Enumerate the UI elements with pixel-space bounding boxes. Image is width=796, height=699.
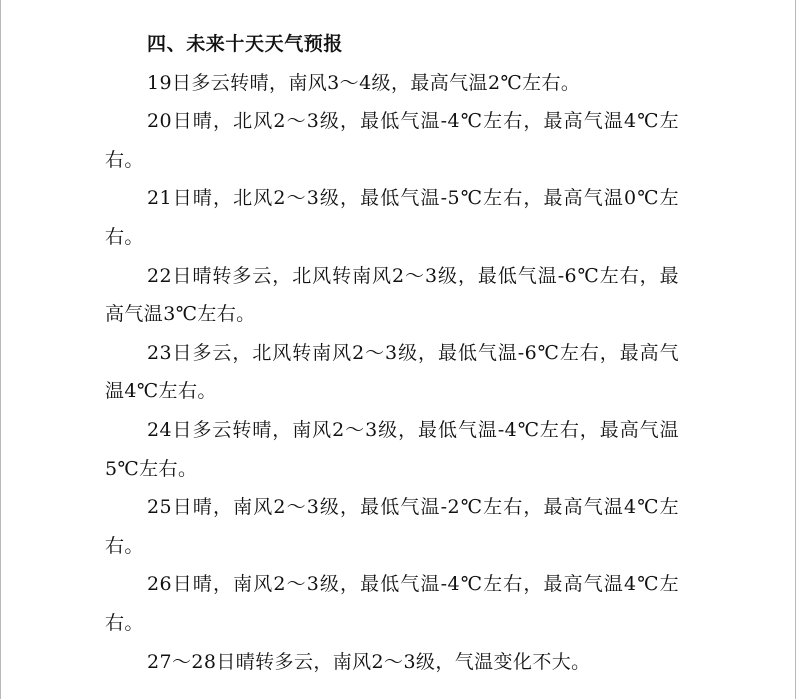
forecast-paragraph-25: 25日晴，南风2～3级，最低气温-2℃左右，最高气温4℃左右。 — [105, 496, 679, 557]
forecast-paragraph-20: 20日晴，北风2～3级，最低气温-4℃左右，最高气温4℃左右。 — [105, 110, 679, 171]
forecast-paragraph-21: 21日晴，北风2～3级，最低气温-5℃左右，最高气温0℃左右。 — [105, 187, 679, 248]
forecast-paragraph-22: 22日晴转多云，北风转南风2～3级，最低气温-6℃左右，最高气温3℃左右。 — [105, 264, 679, 326]
forecast-paragraph-27-28: 27～28日晴转多云，南风2～3级，气温变化不大。 — [147, 650, 591, 673]
forecast-paragraph-19: 19日多云转晴，南风3～4级，最高气温2℃左右。 — [147, 71, 581, 94]
forecast-paragraph-24: 24日多云转晴，南风2～3级，最低气温-4℃左右，最高气温5℃左右。 — [105, 418, 679, 480]
section-heading: 四、未来十天天气预报 — [147, 33, 344, 55]
weather-forecast-section — [105, 25, 679, 681]
forecast-paragraph-26: 26日晴，南风2～3级，最低气温-4℃左右，最高气温4℃左右。 — [105, 573, 679, 634]
forecast-paragraph-23: 23日多云，北风转南风2～3级，最低气温-6℃左右，最高气温4℃左右。 — [105, 341, 679, 403]
